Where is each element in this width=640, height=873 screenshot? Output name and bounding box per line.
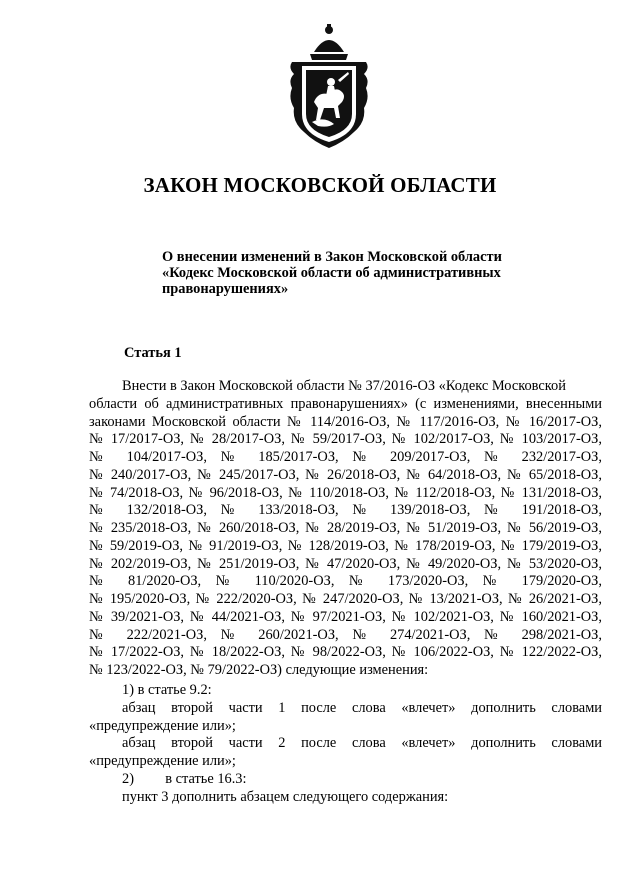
item-1-paragraph-b: абзац второй части 2 после слова «влечет» дополнить словами (122, 735, 602, 752)
item-2-number: 2) (122, 770, 134, 787)
body-line: Внести в Закон Московской области № 37/2016-ОЗ «Кодекс Московской (122, 378, 566, 394)
body-line: № 235/2018-ОЗ, № 260/2018-ОЗ, № 28/2019-ОЗ, № 51/2019-ОЗ, № 56/2019-ОЗ, (89, 520, 602, 536)
body-line: № 132/2018-ОЗ, № 133/2018-ОЗ, № 139/2018-ОЗ, № 191/2018-ОЗ, (89, 502, 602, 519)
subject-line: О внесении изменений в Закон Московской области (162, 249, 502, 265)
subject-line: правонарушениях» (162, 281, 289, 297)
body-line: № 39/2021-ОЗ, № 44/2021-ОЗ, № 97/2021-ОЗ, № 102/2021-ОЗ, № 160/2021-ОЗ, (89, 608, 602, 625)
body-line: № 123/2022-ОЗ, № 79/2022-ОЗ) следующие изменения: (89, 662, 429, 678)
body-line: № 202/2019-ОЗ, № 251/2019-ОЗ, № 47/2020-ОЗ, № 49/2020-ОЗ, № 53/2020-ОЗ, (89, 555, 602, 572)
body-line: № 81/2020-ОЗ, № 110/2020-ОЗ, № 173/2020-ОЗ, № 179/2020-ОЗ, (89, 573, 602, 590)
article-body (89, 378, 602, 680)
subject-line: «Кодекс Московской области об административных (162, 265, 501, 281)
law-title: ЗАКОН МОСКОВСКОЙ ОБЛАСТИ (143, 173, 497, 197)
body-line: области об административных правонарушениях» (с изменениями, внесенными (89, 395, 602, 412)
law-subject (162, 249, 562, 297)
item-1-paragraph-a: абзац второй части 1 после слова «влечет» дополнить словами (122, 699, 602, 716)
item-1-paragraph-b-cont: «предупреждение или»; (89, 753, 236, 769)
body-line: № 222/2021-ОЗ, № 260/2021-ОЗ, № 274/2021-ОЗ, № 298/2021-ОЗ, (89, 626, 602, 643)
item-1-paragraph-a-cont: «предупреждение или»; (89, 717, 236, 734)
item-2-heading (89, 771, 602, 789)
item-2-title: в статье 16.3: (165, 770, 247, 787)
coat-of-arms-emblem (284, 22, 374, 152)
body-line: № 59/2019-ОЗ, № 91/2019-ОЗ, № 128/2019-ОЗ, № 178/2019-ОЗ, № 179/2019-ОЗ, (89, 537, 602, 554)
body-line: № 17/2017-ОЗ, № 28/2017-ОЗ, № 59/2017-ОЗ, № 102/2017-ОЗ, № 103/2017-ОЗ, (89, 431, 602, 448)
body-line: № 74/2018-ОЗ, № 96/2018-ОЗ, № 110/2018-ОЗ, № 112/2018-ОЗ, № 131/2018-ОЗ, (89, 484, 602, 501)
body-line: № 240/2017-ОЗ, № 245/2017-ОЗ, № 26/2018-ОЗ, № 64/2018-ОЗ, № 65/2018-ОЗ, (89, 466, 602, 483)
body-line: № 195/2020-ОЗ, № 222/2020-ОЗ, № 247/2020-ОЗ, № 13/2021-ОЗ, № 26/2021-ОЗ, (89, 591, 602, 607)
body-line: законами Московской области № 114/2016-ОЗ, № 117/2016-ОЗ, № 16/2017-ОЗ, (89, 413, 602, 430)
body-line: № 17/2022-ОЗ, № 18/2022-ОЗ, № 98/2022-ОЗ, № 106/2022-ОЗ, № 122/2022-ОЗ, (89, 644, 602, 661)
article-heading: Статья 1 (124, 345, 182, 361)
item-2-paragraph: пункт 3 дополнить абзацем следующего содержания: (122, 788, 449, 805)
body-line: № 104/2017-ОЗ, № 185/2017-ОЗ, № 209/2017-ОЗ, № 232/2017-ОЗ, (89, 449, 602, 465)
amendment-items (89, 682, 602, 806)
item-1-heading: 1) в статье 9.2: (122, 682, 212, 698)
